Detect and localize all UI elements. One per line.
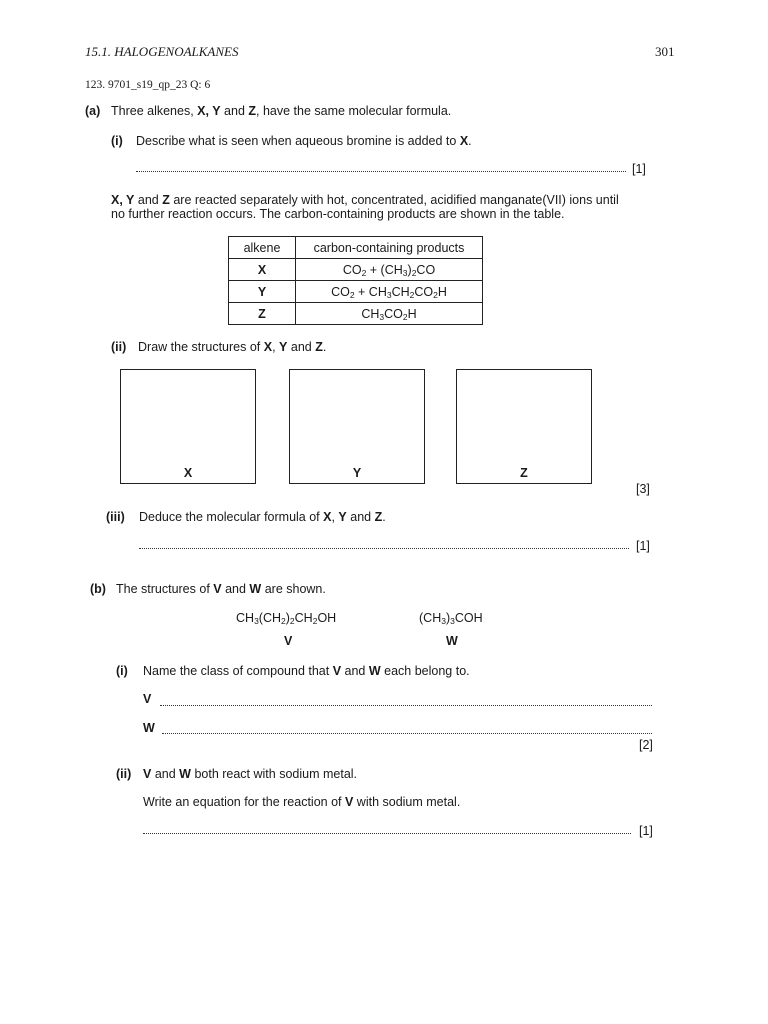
part-b-ii-question: V and W both react with sodium metal.	[143, 767, 358, 781]
box-label: X	[183, 466, 193, 480]
answer-line-b-i-v[interactable]	[160, 705, 652, 706]
structure-v-label: V	[284, 634, 293, 648]
part-a-ii-question: Draw the structures of X, Y and Z.	[138, 340, 327, 354]
drawing-box-z[interactable]	[456, 369, 592, 484]
answer-line-b-ii[interactable]	[143, 833, 631, 834]
drawing-box-x[interactable]	[120, 369, 256, 484]
structure-w-label: W	[446, 634, 458, 648]
mark-a-ii: [3]	[636, 482, 650, 496]
part-b-ii-instruction: Write an equation for the reaction of V with sodium metal.	[143, 795, 461, 809]
answer-line-a-iii[interactable]	[139, 548, 629, 549]
products-table	[228, 236, 483, 325]
part-b-i-label: (i)	[116, 664, 128, 678]
box-label: Y	[352, 466, 362, 480]
part-a-iii-question: Deduce the molecular formula of X, Y and Z.	[139, 510, 386, 524]
mark-b-ii: [1]	[639, 824, 653, 838]
answer-w-label: W	[143, 721, 155, 735]
part-a-intro: Three alkenes, X, Y and Z, have the same molecular formula.	[111, 104, 452, 118]
question-reference: 123. 9701_s19_qp_23 Q: 6	[85, 79, 211, 91]
part-b-i-question: Name the class of compound that V and W each belong to.	[143, 664, 470, 678]
answer-line-a-i[interactable]	[136, 171, 626, 172]
section-header: 15.1. HALOGENOALKANES	[85, 44, 239, 59]
products-cell: $CH_3CO_2H$	[296, 303, 483, 325]
reaction-description-line2: no further reaction occurs. The carbon-containing products are shown in the table.	[111, 207, 565, 221]
table-header-row	[229, 237, 483, 259]
part-a-i-question: Describe what is seen when aqueous bromine is added to X.	[136, 134, 472, 148]
drawing-box-y[interactable]	[289, 369, 425, 484]
table-row	[229, 281, 483, 303]
part-a-ii-label: (ii)	[111, 340, 127, 354]
box-label: Z	[520, 466, 528, 480]
table-row	[229, 303, 483, 325]
products-cell: $CO_2 + CH_3CH_2CO_2H$	[296, 281, 483, 303]
part-a-iii-label: (iii)	[106, 510, 125, 524]
alkene-cell: Z	[229, 303, 296, 325]
mark-b-i: [2]	[639, 738, 653, 752]
part-a-label: (a)	[85, 104, 101, 118]
answer-v-label: V	[143, 692, 152, 706]
header-alkene: alkene	[229, 237, 296, 259]
products-cell: $CO_2 + (CH_3)_2CO$	[296, 259, 483, 281]
part-a-i-label: (i)	[111, 134, 123, 148]
mark-a-iii: [1]	[636, 539, 650, 553]
table-row	[229, 259, 483, 281]
part-b-label: (b)	[90, 582, 106, 596]
header-products: carbon-containing products	[296, 237, 483, 259]
alkene-cell: X	[229, 259, 296, 281]
part-b-intro: The structures of V and W are shown.	[116, 582, 326, 596]
mark-a-i: [1]	[632, 162, 646, 176]
alkene-cell: Y	[229, 281, 296, 303]
part-b-ii-label: (ii)	[116, 767, 132, 781]
structure-v-formula: $CH_3(CH_2)_2CH_2OH$	[236, 611, 337, 626]
structure-w-formula: $(CH_3)_3COH$	[419, 611, 483, 626]
answer-line-b-i-w[interactable]	[162, 733, 652, 734]
reaction-description-line1: X, Y and Z are reacted separately with hot, concentrated, acidified manganate(VII) ions until	[111, 193, 619, 207]
page-number: 301	[655, 44, 675, 59]
